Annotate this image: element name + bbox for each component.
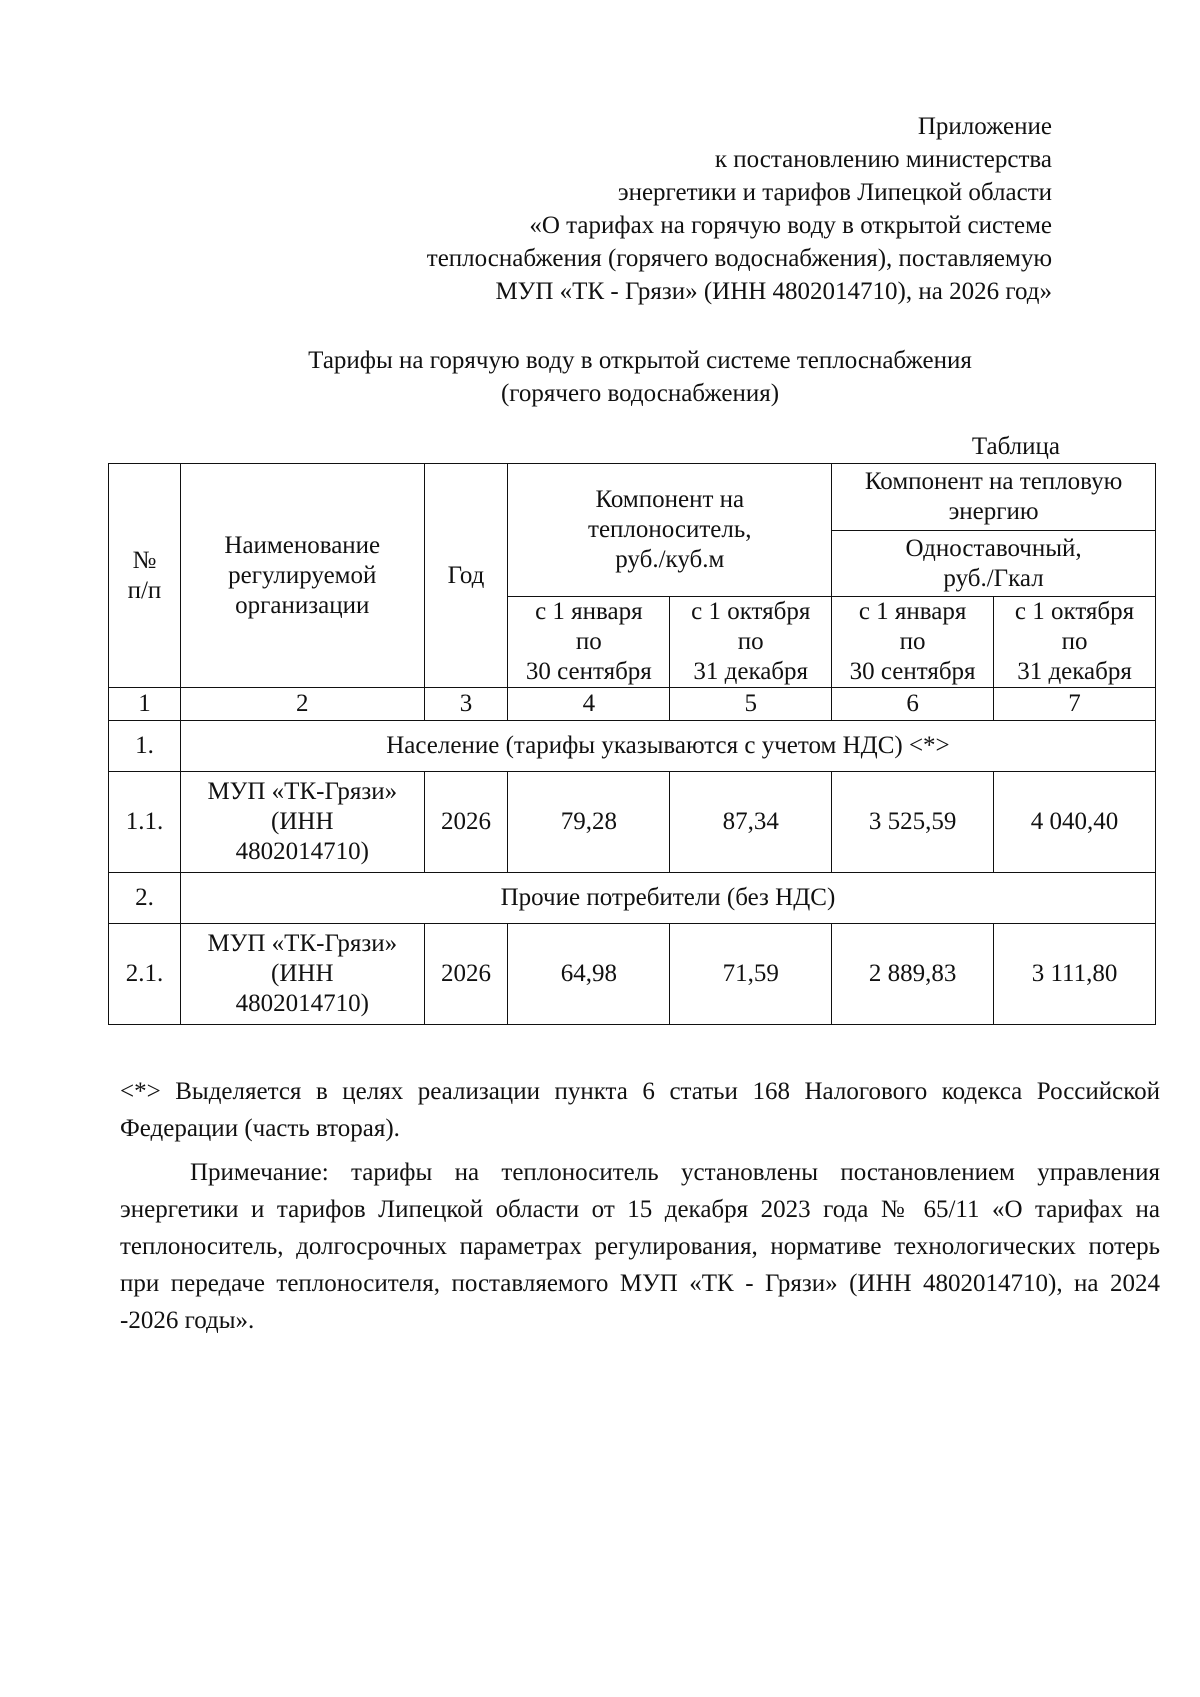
organization-line: МУП «ТК-Грязи»: [207, 778, 398, 805]
year-cell: 2026: [424, 924, 508, 1025]
period-line: с 1 января: [858, 598, 967, 625]
section-number: 1.: [109, 721, 181, 772]
period-line: по: [575, 628, 602, 655]
value-cell: 71,59: [670, 924, 832, 1025]
annex-header: [427, 110, 1052, 308]
annex-line: МУП «ТК - Грязи» (ИНН 4802014710), на 2026 год»: [495, 278, 1052, 305]
column-number: 1: [109, 688, 181, 721]
period-line: с 1 октября: [691, 598, 811, 625]
column-number: 4: [508, 688, 670, 721]
header-single-rate: Одноставочный, руб./Гкал: [832, 531, 1156, 597]
period-line: с 1 октября: [1014, 598, 1135, 625]
organization-line: 4802014710): [235, 990, 369, 1017]
period-line: 30 сентября: [849, 658, 976, 685]
annex-line: к постановлению министерства: [714, 146, 1052, 173]
section-title: Прочие потребители (без НДС): [180, 873, 1155, 924]
organization-line: МУП «ТК-Грязи»: [207, 930, 398, 957]
value-cell: 2 889,83: [832, 924, 994, 1025]
value-cell: 64,98: [508, 924, 670, 1025]
header-year: Год: [424, 464, 508, 688]
period-line: по: [1061, 628, 1088, 655]
organization-line: 4802014710): [235, 838, 369, 865]
value-cell: 4 040,40: [994, 772, 1156, 873]
column-number: 5: [670, 688, 832, 721]
header-organization: Наименование регулируемой организации: [180, 464, 424, 688]
organization-cell: [180, 772, 424, 873]
row-number: 1.1.: [109, 772, 181, 873]
annex-line: энергетики и тарифов Липецкой области: [617, 179, 1052, 206]
organization-line: (ИНН: [271, 960, 334, 987]
section-row: [109, 873, 1156, 924]
annex-line: «О тарифах на горячую воду в открытой системе: [529, 212, 1052, 239]
header-row: [109, 464, 1156, 531]
year-cell: 2026: [424, 772, 508, 873]
section-title: Население (тарифы указываются с учетом НДС) <*>: [180, 721, 1155, 772]
annex-line: теплоснабжения (горячего водоснабжения), поставляемую: [426, 245, 1052, 272]
column-number: 3: [424, 688, 508, 721]
row-number: 2.1.: [109, 924, 181, 1025]
period-cell: [994, 597, 1156, 688]
period-cell: [670, 597, 832, 688]
value-cell: 87,34: [670, 772, 832, 873]
column-number: 2: [180, 688, 424, 721]
period-line: 31 декабря: [693, 658, 809, 685]
value-cell: 3 111,80: [994, 924, 1156, 1025]
period-line: 31 декабря: [1017, 658, 1132, 685]
annex-line: Приложение: [917, 113, 1052, 140]
title-line-1: Тарифы на горячую воду в открытой системе теплоснабжения: [308, 347, 972, 374]
header-energy-component: Компонент на тепловую энергию: [832, 464, 1156, 531]
section-row: [109, 721, 1156, 772]
title-line-2: (горячего водоснабжения): [500, 380, 780, 407]
column-number-row: [109, 688, 1156, 721]
header-number: № п/п: [109, 464, 181, 688]
table-label: Таблица: [971, 433, 1060, 460]
column-number: 6: [832, 688, 994, 721]
organization-line: (ИНН: [271, 808, 334, 835]
period-line: с 1 января: [535, 598, 643, 625]
footnote: <*> Выделяется в целях реализации пункта 6 статьи 168 Налогового кодекса Российской Федерации (часть вторая).: [120, 1078, 1160, 1142]
period-line: по: [737, 628, 764, 655]
value-cell: 3 525,59: [832, 772, 994, 873]
organization-cell: [180, 924, 424, 1025]
period-line: по: [899, 628, 926, 655]
section-number: 2.: [109, 873, 181, 924]
period-line: 30 сентября: [525, 658, 652, 685]
header-carrier-component: Компонент на теплоноситель, руб./куб.м: [508, 464, 832, 597]
value-cell: 79,28: [508, 772, 670, 873]
table-row: [109, 924, 1156, 1025]
document-title: [0, 344, 1200, 410]
table-row: [109, 772, 1156, 873]
note-paragraph: Примечание: тарифы на теплоноситель установлены постановлением управления энергетики и тарифов Липецкой области от 15 декабря 2023 года № 65/11 «О тарифах на теплоноситель, долгосрочных параметрах регулирования, нормативе технологических потерь при передаче теплоносителя, поставляемого МУП «ТК - Грязи» (ИНН 4802014710), на 2024 -2026 годы».: [120, 1159, 1160, 1334]
period-cell: [508, 597, 670, 688]
column-number: 7: [994, 688, 1156, 721]
period-cell: [832, 597, 994, 688]
tariffs-table: [108, 463, 1156, 1025]
